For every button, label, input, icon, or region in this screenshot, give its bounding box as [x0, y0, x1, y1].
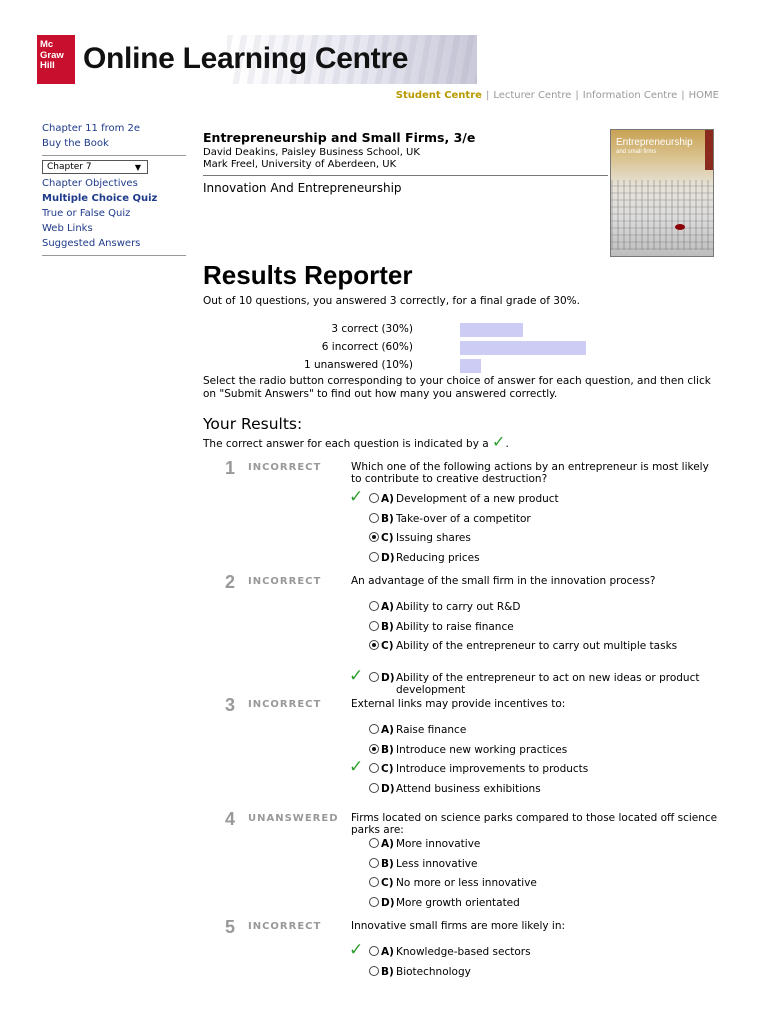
question-number: 4	[224, 809, 235, 829]
answer-text: Ability to carry out R&D	[396, 601, 521, 613]
answer-radio[interactable]	[369, 946, 379, 956]
dropdown-arrow-icon: ▼	[134, 163, 141, 172]
answer-radio[interactable]	[369, 897, 379, 907]
answer-letter: C)	[381, 532, 394, 544]
chapter-select-value: Chapter 7	[47, 162, 92, 172]
answer-letter: D)	[381, 551, 395, 564]
answer-letter: B)	[381, 965, 394, 978]
answer-radio[interactable]	[369, 966, 379, 976]
question-number: 2	[224, 572, 235, 592]
answer-radio[interactable]	[369, 513, 379, 523]
chapter-title: Innovation And Entrepreneurship	[203, 181, 402, 195]
answer-letter: D)	[381, 782, 395, 795]
cover-artwork	[611, 180, 714, 250]
answer-letter: A)	[381, 493, 394, 505]
stat-bar	[460, 359, 481, 373]
answer-letter: A)	[381, 724, 394, 736]
answer-radio[interactable]	[369, 532, 379, 542]
answer-text: Take-over of a competitor	[396, 512, 531, 525]
answer-text: Introduce new working practices	[396, 743, 568, 756]
answer-text: Ability of the entrepreneur to carry out multiple tasks	[396, 640, 678, 652]
stat-row	[203, 358, 663, 376]
book-info	[203, 130, 608, 195]
answer-letter: A)	[381, 946, 394, 958]
sidebar-link-buy-book[interactable]: Buy the Book	[42, 138, 109, 149]
answer-text: Knowledge-based sectors	[396, 946, 531, 958]
correct-answer-note: The correct answer for each question is indicated by a ✓.	[203, 432, 509, 451]
answer-text: More growth orientated	[396, 896, 520, 909]
stat-bar	[460, 341, 586, 355]
answer-letter: A)	[381, 601, 394, 613]
logo-line-1: Mc	[40, 39, 54, 50]
stat-label: 6 incorrect (60%)	[321, 341, 413, 353]
answer-letter: C)	[381, 763, 394, 775]
stat-row	[203, 340, 663, 358]
answer-radio[interactable]	[369, 877, 379, 887]
stat-label: 1 unanswered (10%)	[303, 359, 413, 371]
answer-letter: B)	[381, 743, 394, 756]
answer-radio[interactable]	[369, 672, 379, 682]
sidebar-link-suggested-answers[interactable]: Suggested Answers	[42, 238, 141, 249]
question-status: INCORRECT	[248, 921, 322, 932]
question-status: INCORRECT	[248, 699, 322, 710]
question-text: Which one of the following actions by an entrepreneur is most likely to contribute to creative destruction?	[351, 461, 709, 485]
results-summary: Out of 10 questions, you answered 3 correctly, for a final grade of 30%.	[203, 295, 580, 307]
results-heading: Results Reporter	[203, 260, 413, 290]
answer-text: Raise finance	[396, 724, 467, 736]
answer-text: More innovative	[396, 838, 481, 850]
answer-radio[interactable]	[369, 744, 379, 754]
correct-checkmark-icon: ✓	[349, 666, 364, 686]
nav-information-centre[interactable]: Information Centre	[582, 90, 678, 101]
answer-radio[interactable]	[369, 640, 379, 650]
answer-letter: D)	[381, 896, 395, 909]
answer-radio[interactable]	[369, 858, 379, 868]
site-banner	[37, 35, 477, 84]
nav-student-centre[interactable]: Student Centre	[395, 90, 482, 101]
answer-text: Issuing shares	[396, 532, 471, 544]
nav-lecturer-centre[interactable]: Lecturer Centre	[493, 90, 572, 101]
stat-row	[203, 322, 663, 340]
sidebar-link-chapter-objectives[interactable]: Chapter Objectives	[42, 178, 138, 189]
answer-radio[interactable]	[369, 763, 379, 773]
cover-title: Entrepreneurship	[616, 137, 693, 148]
correct-checkmark-icon: ✓	[349, 487, 364, 507]
answer-radio[interactable]	[369, 724, 379, 734]
instructions-text: Select the radio button corresponding to your choice of answer for each question, and then click on "Submit Answers" to find out how many you answered correctly.	[203, 375, 711, 400]
question-text: External links may provide incentives to:	[351, 698, 566, 710]
question-number: 1	[224, 458, 235, 478]
logo-line-3: Hill	[40, 60, 55, 71]
sidebar-divider	[42, 155, 186, 156]
results-stats	[203, 322, 663, 376]
answer-radio[interactable]	[369, 838, 379, 848]
answer-letter: B)	[381, 857, 394, 870]
answer-radio[interactable]	[369, 621, 379, 631]
correct-note-text: The correct answer for each question is indicated by a	[203, 438, 489, 450]
sidebar	[42, 121, 186, 260]
top-nav: Student Centre | Lecturer Centre | Information Centre | HOME	[395, 90, 719, 101]
your-results-heading: Your Results:	[203, 415, 303, 433]
answer-radio[interactable]	[369, 783, 379, 793]
question-text: An advantage of the small firm in the innovation process?	[351, 575, 656, 587]
question-status: UNANSWERED	[248, 813, 339, 824]
book-author-1: David Deakins, Paisley Business School, UK	[203, 147, 420, 158]
book-info-divider	[203, 175, 608, 176]
answer-text: Less innovative	[396, 857, 478, 870]
site-title: Online Learning Centre	[83, 42, 409, 75]
answer-letter: C)	[381, 877, 394, 889]
question-text: Innovative small firms are more likely in:	[351, 920, 566, 932]
answer-letter: B)	[381, 512, 394, 525]
logo-line-2: Graw	[40, 49, 64, 61]
question-status: INCORRECT	[248, 576, 322, 587]
nav-home[interactable]: HOME	[688, 90, 719, 101]
answer-text: Ability to raise finance	[396, 620, 514, 633]
chapter-select[interactable]	[42, 160, 148, 174]
question-number: 5	[224, 917, 235, 937]
answer-letter: B)	[381, 620, 394, 633]
question-number: 3	[224, 695, 235, 715]
question-status: INCORRECT	[248, 462, 322, 473]
cover-subtitle: and small firms	[616, 149, 657, 155]
book-cover-image[interactable]	[610, 129, 714, 257]
mcgraw-hill-logo[interactable]	[37, 35, 75, 84]
stat-bar	[460, 323, 523, 337]
answer-letter: D)	[381, 672, 395, 684]
sidebar-link-chapter-11[interactable]: Chapter 11 from 2e	[42, 123, 141, 134]
answer-radio[interactable]	[369, 601, 379, 611]
answer-text: No more or less innovative	[396, 877, 537, 889]
answer-text: Introduce improvements to products	[396, 763, 589, 775]
cover-ant-figure	[675, 224, 685, 230]
answer-text: Attend business exhibitions	[396, 782, 541, 795]
answer-text: Ability of the entrepreneur to act on new ideas or product development	[396, 672, 700, 696]
answer-text: Biotechnology	[396, 965, 471, 978]
correct-checkmark-icon: ✓	[349, 757, 364, 777]
stat-label: 3 correct (30%)	[331, 323, 413, 335]
answer-text: Reducing prices	[396, 551, 480, 564]
correct-checkmark-icon: ✓	[349, 940, 364, 960]
answer-text: Development of a new product	[396, 493, 559, 505]
answer-radio[interactable]	[369, 493, 379, 503]
answer-radio[interactable]	[369, 552, 379, 562]
sidebar-divider-bottom	[42, 255, 186, 256]
book-title: Entrepreneurship and Small Firms, 3/e	[203, 130, 476, 145]
cover-spine-strip	[705, 130, 713, 170]
checkmark-icon: ✓	[492, 432, 506, 451]
answer-letter: A)	[381, 838, 394, 850]
question-text: Firms located on science parks compared to those located off science parks are:	[351, 812, 718, 836]
sidebar-link-multiple-choice-quiz[interactable]: Multiple Choice Quiz	[42, 193, 158, 204]
answer-letter: C)	[381, 640, 394, 652]
sidebar-link-web-links[interactable]: Web Links	[42, 223, 93, 234]
book-author-2: Mark Freel, University of Aberdeen, UK	[203, 159, 397, 170]
sidebar-link-true-false-quiz[interactable]: True or False Quiz	[42, 208, 131, 219]
